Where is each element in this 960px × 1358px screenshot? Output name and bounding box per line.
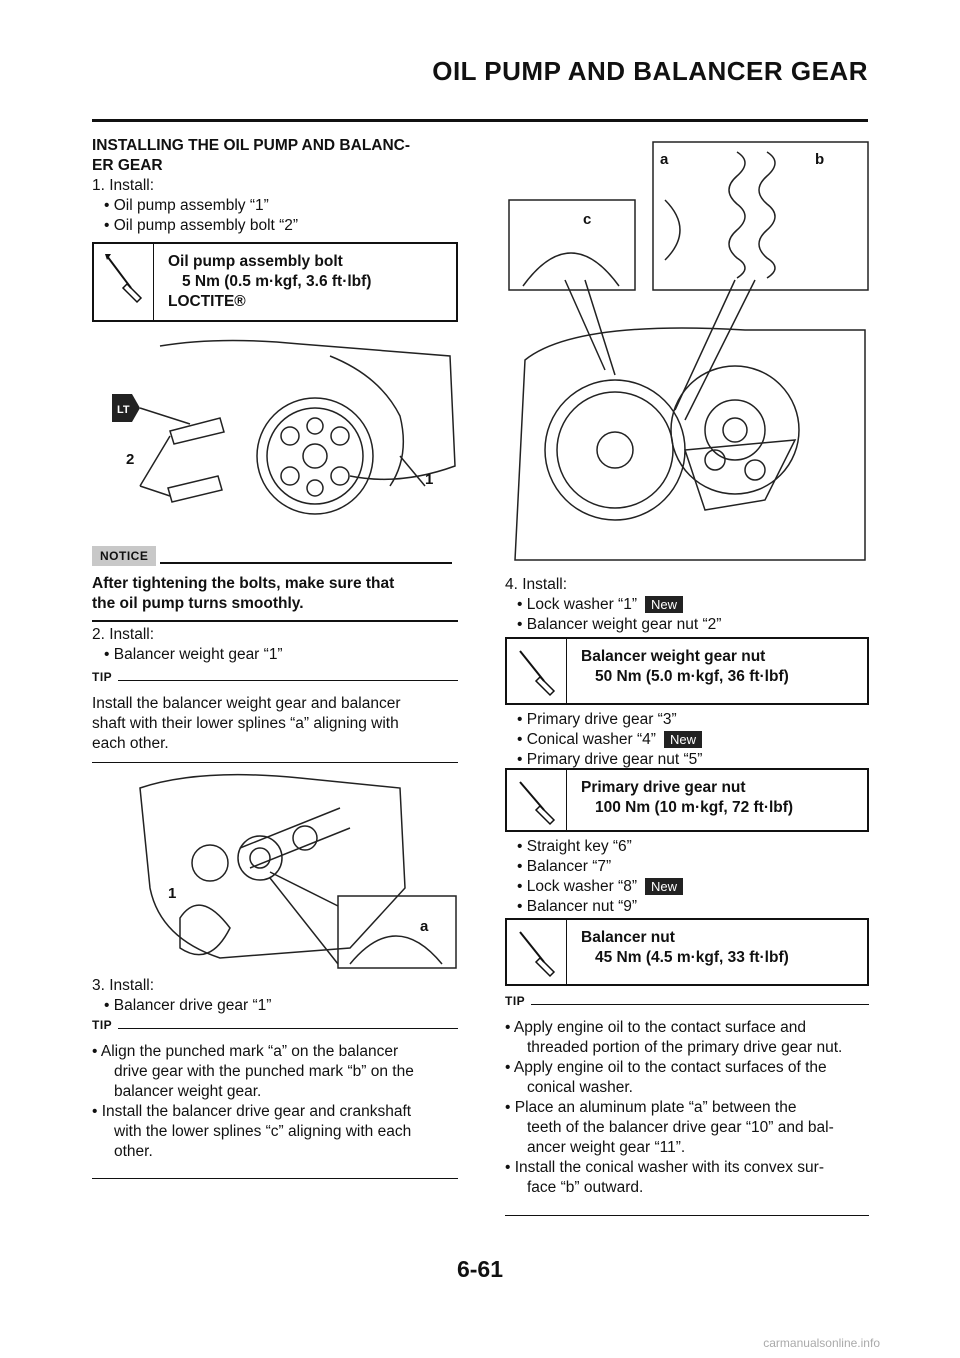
page-header-title: OIL PUMP AND BALANCER GEAR [432, 56, 868, 86]
lt-label: LT [117, 404, 130, 416]
step4-item-text: • Lock washer “1” [517, 596, 637, 613]
spec-value: 45 Nm (4.5 m·kgf, 33 ft·lbf) [595, 949, 789, 966]
tip-header-3 [505, 994, 869, 1008]
notice-line: After tightening the bolts, make sure that [92, 575, 395, 592]
tip-header-2 [92, 1018, 458, 1032]
step4-item: • Balancer “7” [517, 858, 612, 875]
step3-block [92, 976, 462, 1016]
torque-wrench-icon [507, 920, 567, 984]
tip-line: balancer weight gear. [114, 1083, 262, 1100]
tip-header-1 [92, 670, 458, 684]
callout-2: 2 [126, 451, 135, 468]
section-title-line2: ER GEAR [92, 157, 163, 174]
step4-item-text: • Lock washer “8” [517, 878, 637, 895]
tip-line: shaft with their lower splines “a” aligning with [92, 715, 399, 732]
step4-label: 4. Install: [505, 576, 568, 593]
step4-item-text: • Conical washer “4” [517, 731, 656, 748]
figure-balancer-weight-gear [100, 768, 460, 973]
spec-extra: LOCTITE® [168, 293, 246, 310]
spec-box-primary-drive-gear-nut [505, 768, 869, 832]
step4-item: • Balancer nut “9” [517, 898, 638, 915]
step3-item: • Balancer drive gear “1” [104, 997, 272, 1014]
tip-label: TIP [92, 670, 113, 684]
step1-label: 1. Install: [92, 177, 155, 194]
spec-name: Balancer nut [581, 929, 675, 946]
left-column-intro [92, 136, 462, 236]
tip-line: • Apply engine oil to the contact surface and [505, 1019, 806, 1036]
figure-balancer-drive-gear [505, 140, 870, 570]
figure-oil-pump [100, 336, 460, 526]
notice-text [92, 574, 462, 614]
tip-line: ancer weight gear “11”. [527, 1139, 686, 1156]
tip3-text [505, 1018, 875, 1198]
callout-c: c [583, 211, 592, 228]
step4-item [505, 595, 875, 615]
tip3-rule [505, 1215, 869, 1216]
spec-value: 100 Nm (10 m·kgf, 72 ft·lbf) [595, 799, 794, 816]
step4-item [505, 730, 875, 750]
tip2-text [92, 1042, 462, 1162]
spec-box-balancer-weight-gear-nut [505, 637, 869, 705]
tip1-text [92, 694, 462, 754]
tip-line: other. [114, 1143, 153, 1160]
callout-a: a [420, 918, 429, 935]
torque-wrench-icon [94, 244, 154, 320]
notice-header [92, 546, 452, 566]
tip-line: threaded portion of the primary drive gear nut. [527, 1039, 843, 1056]
tip-label: TIP [505, 994, 526, 1008]
torque-wrench-icon [507, 770, 567, 830]
step1-item: • Oil pump assembly bolt “2” [104, 217, 299, 234]
callout-1: 1 [425, 471, 434, 488]
step4-item [505, 877, 875, 897]
tip1-rule [92, 762, 458, 763]
notice-line: the oil pump turns smoothly. [92, 595, 304, 612]
spec-name: Primary drive gear nut [581, 779, 746, 796]
step4-item: • Balancer weight gear nut “2” [517, 616, 722, 633]
step2-item: • Balancer weight gear “1” [104, 646, 283, 663]
new-badge: New [664, 731, 702, 748]
tip2-rule [92, 1178, 458, 1179]
spec-value: 50 Nm (5.0 m·kgf, 36 ft·lbf) [595, 668, 789, 685]
notice-rule [92, 620, 458, 622]
tip-line: • Align the punched mark “a” on the balancer [92, 1043, 399, 1060]
section-title-line1: INSTALLING THE OIL PUMP AND BALANC- [92, 137, 411, 154]
step4-block-b [505, 710, 875, 770]
watermark: carmanualsonline.info [763, 1336, 880, 1350]
tip-line: • Install the conical washer with its convex sur- [505, 1159, 824, 1176]
new-badge: New [645, 596, 683, 613]
step2-block [92, 625, 462, 665]
page-number: 6-61 [456, 1256, 504, 1282]
tip-line: face “b” outward. [527, 1179, 644, 1196]
step1-item: • Oil pump assembly “1” [104, 197, 269, 214]
step4-item: • Primary drive gear nut “5” [517, 751, 703, 768]
header-rule [92, 119, 868, 122]
tip-line: • Install the balancer drive gear and crankshaft [92, 1103, 412, 1120]
callout-1: 1 [168, 885, 177, 902]
tip-line: drive gear with the punched mark “b” on the [114, 1063, 414, 1080]
tip-line: with the lower splines “c” aligning with each [114, 1123, 412, 1140]
spec-name: Oil pump assembly bolt [168, 253, 343, 270]
spec-name: Balancer weight gear nut [581, 648, 766, 665]
step4-block-c [505, 837, 875, 917]
new-badge: New [645, 878, 683, 895]
step4-item: • Primary drive gear “3” [517, 711, 677, 728]
torque-wrench-icon [507, 639, 567, 703]
tip-line: • Place an aluminum plate “a” between the [505, 1099, 797, 1116]
callout-a: a [660, 151, 669, 168]
spec-box-oil-pump-bolt [92, 242, 458, 322]
step4-item: • Straight key “6” [517, 838, 632, 855]
notice-badge: NOTICE [92, 546, 156, 566]
callout-b: b [815, 151, 825, 168]
tip-line: • Apply engine oil to the contact surfaces of the [505, 1059, 827, 1076]
tip-line: teeth of the balancer drive gear “10” and bal- [527, 1119, 834, 1136]
spec-box-balancer-nut [505, 918, 869, 986]
tip-label: TIP [92, 1018, 113, 1032]
tip-line: Install the balancer weight gear and balancer [92, 695, 401, 712]
spec-value: 5 Nm (0.5 m·kgf, 3.6 ft·lbf) [182, 273, 372, 290]
step2-label: 2. Install: [92, 626, 155, 643]
step4-block-a [505, 575, 875, 635]
tip-line: conical washer. [527, 1079, 633, 1096]
step3-label: 3. Install: [92, 977, 155, 994]
tip-line: each other. [92, 735, 169, 752]
